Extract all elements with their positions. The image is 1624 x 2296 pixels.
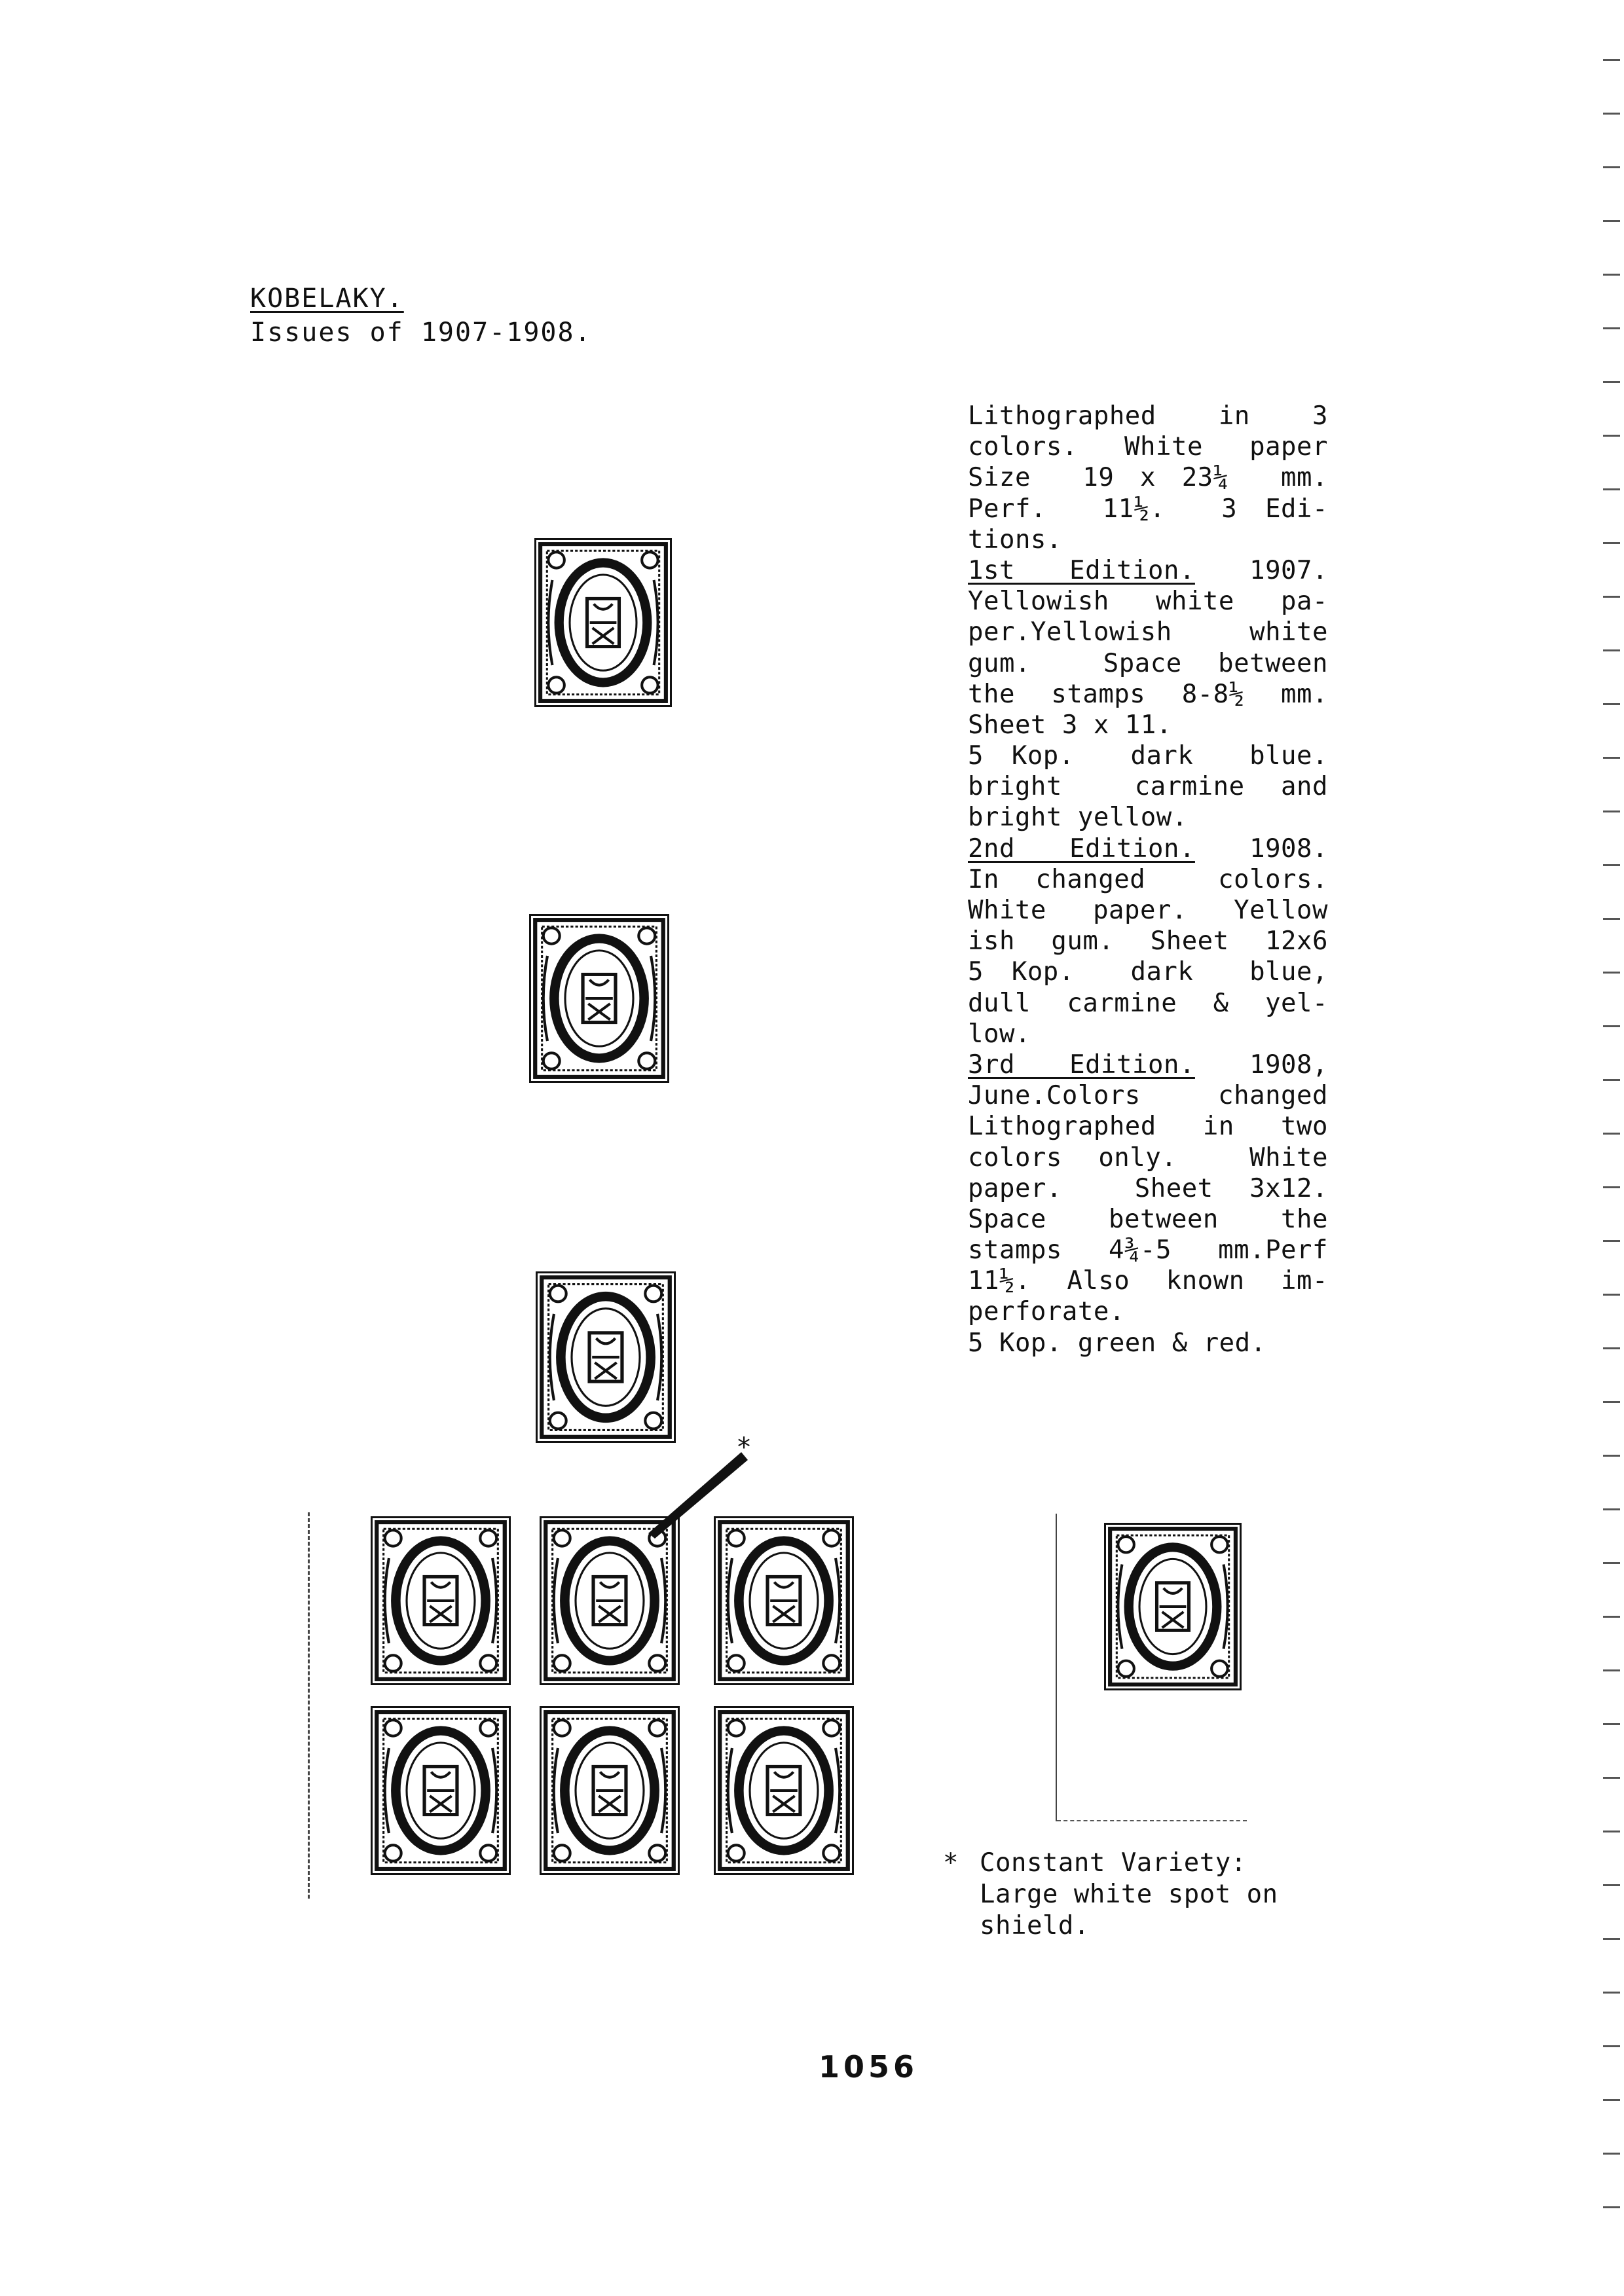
binding-tick: [1603, 113, 1620, 115]
stamp-design-icon: [1106, 1525, 1240, 1688]
binding-tick: [1603, 1133, 1620, 1135]
binding-tick: [1603, 1831, 1620, 1832]
edition-3-year: 1908,: [1194, 1049, 1328, 1080]
stamp-3rd-edition: [536, 1271, 676, 1443]
ed2-line: 5 Kop. dark blue,: [968, 957, 1328, 987]
binding-tick: [1603, 703, 1620, 705]
footnote: [943, 1848, 1278, 1942]
binding-tick: [1603, 2099, 1620, 2101]
ed3-line: colors only. White: [968, 1142, 1328, 1173]
ed3-line: stamps 4¾-5 mm.Perf: [968, 1235, 1328, 1266]
ed2-line: In changed colors.: [968, 864, 1328, 894]
binding-tick: [1603, 1508, 1620, 1510]
stamp-design-icon: [538, 1273, 674, 1441]
binding-tick: [1603, 972, 1620, 974]
footnote-line: Large white spot on: [980, 1880, 1278, 1909]
block-stamp: [371, 1516, 511, 1685]
ed2-line: dull carmine & yel-: [968, 988, 1328, 1018]
place-title: KOBELAKY.: [250, 283, 404, 314]
ed1-line: bright carmine and: [968, 772, 1328, 802]
edition-2-heading: 2nd Edition.: [968, 833, 1195, 864]
ed1-line: bright yellow.: [968, 803, 1188, 833]
stamp-design-icon: [373, 1708, 509, 1873]
binding-tick: [1603, 1401, 1620, 1403]
binding-tick: [1603, 1079, 1620, 1081]
binding-tick: [1603, 1455, 1620, 1457]
binding-tick: [1603, 1938, 1620, 1940]
block-stamp: [714, 1706, 854, 1875]
ed3-line: 11½. Also known im-: [968, 1266, 1328, 1296]
stamp-design-icon: [536, 540, 670, 705]
footnote-marker: *: [943, 1848, 959, 1878]
binding-tick: [1603, 327, 1620, 329]
binding-tick: [1603, 59, 1620, 61]
single-stamp-with-margin: [1104, 1523, 1242, 1690]
edition-2-heading-line: [968, 833, 1328, 864]
ed3-line: Space between the: [968, 1204, 1328, 1234]
binding-tick: [1603, 596, 1620, 598]
binding-tick: [1603, 435, 1620, 437]
ed1-line: 5 Kop. dark blue.: [968, 741, 1328, 771]
binding-tick: [1603, 1294, 1620, 1296]
ed3-line: 5 Kop. green & red.: [968, 1328, 1266, 1358]
desc-line: Perf. 11½. 3 Edi-: [968, 494, 1328, 524]
margin-frame: [1056, 1514, 1057, 1821]
variety-marker: *: [736, 1432, 752, 1463]
ed1-line: Sheet 3 x 11.: [968, 710, 1172, 740]
binding-tick: [1603, 1616, 1620, 1618]
binding-tick: [1603, 2206, 1620, 2208]
margin-bottom-edge: [1057, 1820, 1247, 1821]
ed3-line: Lithographed in two: [968, 1112, 1328, 1142]
stamp-design-icon: [716, 1708, 852, 1873]
ed2-line: ish gum. Sheet 12x6: [968, 926, 1328, 957]
binding-tick: [1603, 1992, 1620, 1994]
binding-tick: [1603, 1347, 1620, 1349]
binding-tick: [1603, 1669, 1620, 1671]
binding-tick: [1603, 220, 1620, 222]
edition-3-heading-line: [968, 1049, 1328, 1080]
desc-line: tions.: [968, 524, 1062, 555]
stamp-design-icon: [542, 1708, 678, 1873]
ed2-line: low.: [968, 1019, 1031, 1049]
edition-3-heading: 3rd Edition.: [968, 1049, 1195, 1080]
edition-1-heading-line: [968, 555, 1328, 586]
block-frame-left: [308, 1512, 310, 1899]
ed3-line: perforate.: [968, 1297, 1125, 1327]
desc-line: Lithographed in 3: [968, 401, 1328, 431]
ed1-line: the stamps 8-8½ mm.: [968, 679, 1328, 709]
edition-1-year: 1907.: [1194, 555, 1328, 585]
binding-tick: [1603, 864, 1620, 866]
ed3-line: paper. Sheet 3x12.: [968, 1173, 1328, 1203]
stamp-design-icon: [373, 1518, 509, 1683]
ed1-line: gum. Space between: [968, 648, 1328, 678]
stamp-2nd-edition: [529, 914, 669, 1083]
binding-tick: [1603, 1884, 1620, 1886]
desc-line: Size 19 x 23¼ mm.: [968, 463, 1328, 493]
ed3-line: June.Colors changed: [968, 1081, 1328, 1111]
edition-1-heading: 1st Edition.: [968, 555, 1195, 585]
footnote-text: [980, 1848, 1278, 1942]
binding-tick: [1603, 166, 1620, 168]
edition-2-year: 1908.: [1194, 833, 1328, 864]
footnote-line: shield.: [980, 1911, 1090, 1941]
binding-tick: [1603, 2045, 1620, 2047]
binding-tick: [1603, 1240, 1620, 1242]
binding-tick: [1603, 918, 1620, 920]
binding-tick: [1603, 649, 1620, 651]
block-stamp: [540, 1706, 680, 1875]
page-number: 1056: [819, 2049, 919, 2085]
binding-tick: [1603, 1723, 1620, 1725]
footnote-line: Constant Variety:: [980, 1848, 1247, 1878]
ed2-line: White paper. Yellow: [968, 896, 1328, 925]
binding-tick: [1603, 757, 1620, 759]
ed1-line: Yellowish white pa-: [968, 587, 1328, 617]
binding-tick: [1603, 811, 1620, 812]
ed1-line: per.Yellowish white: [968, 617, 1328, 647]
binding-tick: [1603, 1777, 1620, 1779]
block-stamp: [371, 1706, 511, 1875]
stamp-1st-edition: [534, 538, 672, 707]
binding-tick: [1603, 1562, 1620, 1564]
desc-line: colors. White paper: [968, 432, 1328, 462]
binding-tick: [1603, 1186, 1620, 1188]
binding-tick: [1603, 542, 1620, 544]
binding-tick: [1603, 381, 1620, 383]
binding-tick: [1603, 488, 1620, 490]
page-header: [250, 282, 592, 350]
issues-subtitle: Issues of 1907-1908.: [250, 318, 592, 348]
stamp-design-icon: [531, 916, 667, 1081]
binding-tick: [1603, 2153, 1620, 2155]
binding-tick: [1603, 274, 1620, 276]
description-column: [968, 401, 1328, 1358]
binding-tick: [1603, 1025, 1620, 1027]
